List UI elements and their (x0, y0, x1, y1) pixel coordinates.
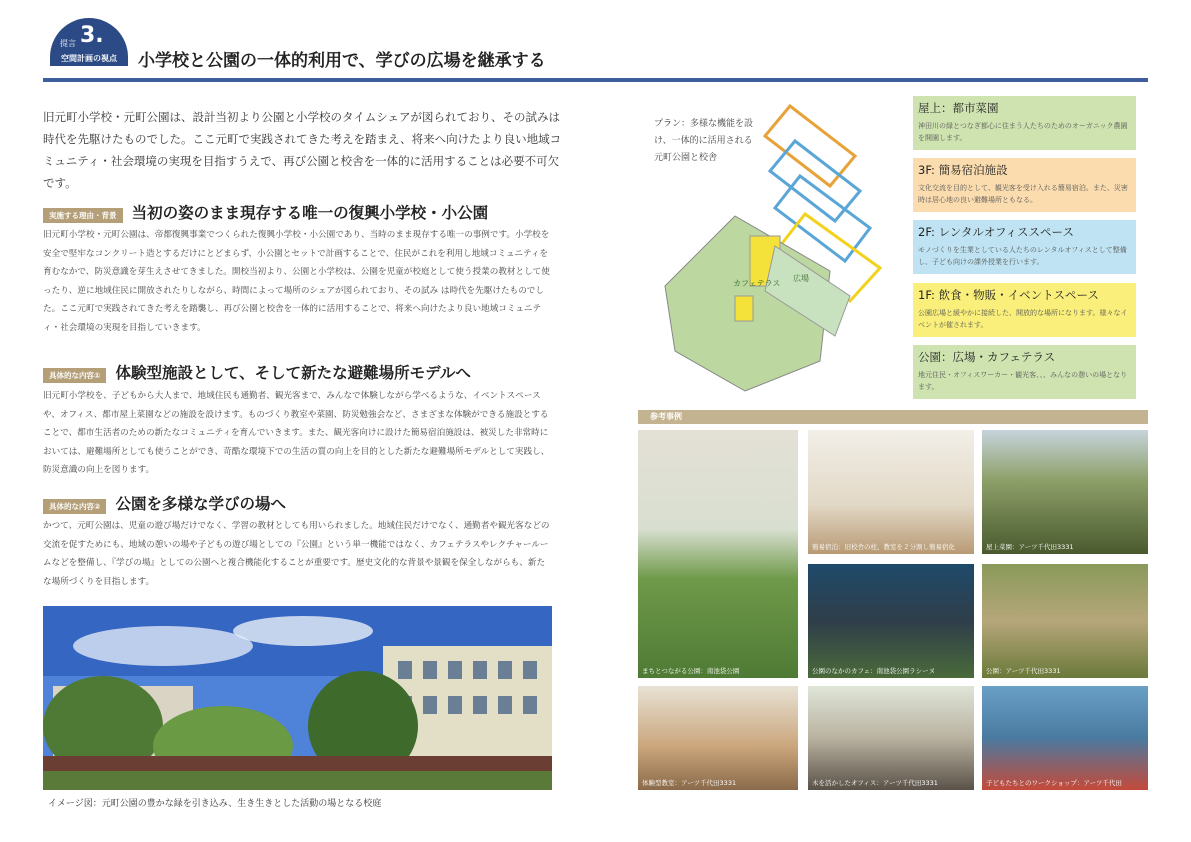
floor-desc: モノづくりを生業としている人たちのレンタルオフィスとして整備し、子ども向けの課外授業を行います。 (918, 246, 1127, 266)
photo-caption: 体験型教室：アーツ千代田3331 (642, 779, 737, 787)
reference-photo-park (638, 430, 798, 678)
section-tag: 具体的な内容② (43, 499, 106, 514)
section-tag: 実施する理由・背景 (43, 208, 123, 223)
reference-photo-workshop (982, 686, 1148, 790)
floor-title: 1F: 飲食・物販・イベントスペース (918, 288, 1099, 302)
badge-label: 提言 (60, 39, 76, 48)
plan-description: プラン：多様な機能を設け、一体的に活用される元町公園と校舎 (654, 119, 754, 163)
section-heading-1 (43, 201, 488, 223)
reference-photo-hostel (808, 430, 974, 554)
section-title: 体験型施設として、そして新たな避難場所モデルへ (115, 364, 471, 382)
floor-box-2f (913, 220, 1136, 274)
photo-caption: 公園のなかのカフェ：南池袋公園ラシーヌ (812, 667, 936, 675)
floor-desc: 公園広場と緩やかに接続した、開放的な場所になります。様々なイベントが催されます。 (918, 309, 1128, 329)
reference-photo-classroom (638, 686, 798, 790)
floor-title: 2F: レンタルオフィススペース (918, 225, 1074, 239)
page-title: 小学校と公園の一体的利用で、学びの広場を継承する (138, 51, 546, 71)
plan-label-plaza: 広場 (793, 274, 809, 283)
floor-box-3f (913, 158, 1136, 212)
photo-caption: 木を活かしたオフィス：アーツ千代田3331 (812, 779, 938, 787)
badge-number: 3. (80, 23, 104, 48)
section-body-2: 旧元町小学校を、子どもから大人まで、地域住民も通勤者、観光客まで、みんなで体験しながら学べるような、イベントスペースや、オフィス、都市屋上菜園などの施設を設けます。ものづくり教室や菜園、防災勉強会など、さまざまな体験ができる施設とすることで、都市生活者のための新たなコミュニティを育んでいきます。また、観光客向けに設けた簡易宿泊施設は、被災した非常時においては、避難場所としても使うことができ、苛酷な環境下での生活の質の向上を目的とした新たな避難場所モデルとして実践し、防災意識の向上を図ります。 (43, 391, 550, 475)
floor-desc: 地元住民・オフィスワーカー・観光客、、、みんなの憩いの場となります。 (918, 371, 1128, 391)
floor-desc: 神田川の緑とつなぎ都心に住まう人たちのためのオーガニック農園を開園します。 (918, 122, 1128, 142)
floor-title: 公園：広場・カフェテラス (918, 350, 1056, 364)
references-header (638, 410, 1148, 424)
reference-photo-garden (982, 564, 1148, 678)
reference-photo-rooftop (982, 430, 1148, 554)
section-heading-3 (43, 492, 286, 514)
floor-title: 3F: 簡易宿泊施設 (918, 163, 1008, 177)
photo-caption: 簡易宿泊：旧校舎の柱、教室を２分割し簡易宿化 (812, 543, 955, 551)
floor-title: 屋上：都市菜園 (918, 101, 999, 115)
main-image-caption: イメージ図：元町公園の豊かな緑を引き込み、生き生きとした活動の場となる校庭 (48, 799, 382, 809)
photo-caption: 屋上菜園：アーツ千代田3331 (986, 543, 1074, 551)
floor-desc: 文化交流を目的として、観光客を受け入れる簡易宿泊。また、災害時は居心地の良い避難場所ともなる。 (918, 184, 1128, 204)
section-heading-2 (43, 361, 471, 383)
floor-box-1f (913, 283, 1136, 337)
isometric-plan-diagram (655, 96, 905, 396)
proposal-badge (50, 18, 128, 66)
section-tag: 具体的な内容① (43, 368, 106, 383)
section-title: 公園を多様な学びの場へ (115, 495, 286, 513)
header-rule (43, 78, 1148, 82)
photo-caption: 子どもたちとのワークショップ：アーツ千代田 (986, 779, 1122, 787)
section-title: 当初の姿のまま現存する唯一の復興小学校・小公園 (131, 204, 489, 222)
section-body-3: かつて、元町公園は、児童の遊び場だけでなく、学習の教材としても用いられました。地域住民だけでなく、通勤者や観光客などの交流を促すためにも、地域の憩いの場や子どもの遊び場としての『公園』という単一機能ではなく、カフェテラスやレクチャールームなどを整備し、『学びの場』としての公園へと複合機能化することが重要です。歴史文化的な背景や景観を保全しながらも、新たな場所づくりを目指します。 (43, 521, 550, 587)
photo-caption: まちとつながる公園：南池袋公園 (642, 667, 740, 675)
plan-label-cafe: カフェテラス (733, 279, 781, 288)
intro-paragraph: 旧元町小学校・元町公園は、設計当初より公園と小学校のタイムシェアが図られており、その試みは時代を先駆けたものでした。ここ元町で実践されてきた考えを踏まえ、将来へ向けたより良い地域コミュニティ・社会環境の実現を目指すうえで、再び公園と校舎を一体的に活用することは必要不可欠です。 (43, 110, 562, 190)
section-body-1: 旧元町小学校・元町公園は、帝都復興事業でつくられた復興小学校・小公園であり、当時のまま現存する唯一の事例です。小学校を安全で堅牢なコンクリート造とするだけにとどまらず、小公園とセットで計画することで、住民がこれを利用し地域コミュニティを育むなかで、防災意識を芽生えさせてきました。開校当初より、公園と小学校は、公園を児童が校庭として使う授業の教材として使ったり、逆に地域住民に開放されたりしながら、時間によって場所のシェアが図られており、その試み は時代を先駆けたものでした。ここ元町で実践されてきた考えを踏襲し、再び公園と校舎を一体的に活用することで、将来へ向けたより良い地域コミュニティ・社会環境の実現を目指していきます。 (43, 230, 550, 333)
photo-caption: 公園：アーツ千代田3331 (986, 667, 1061, 675)
floor-box-park (913, 345, 1136, 399)
reference-photo-cafe (808, 564, 974, 678)
references-label: 参考事例 (650, 412, 682, 421)
badge-subtitle: 空間計画の視点 (61, 54, 117, 63)
park-rendering-image (43, 606, 552, 790)
reference-photo-office (808, 686, 974, 790)
floor-box-rooftop (913, 96, 1136, 150)
